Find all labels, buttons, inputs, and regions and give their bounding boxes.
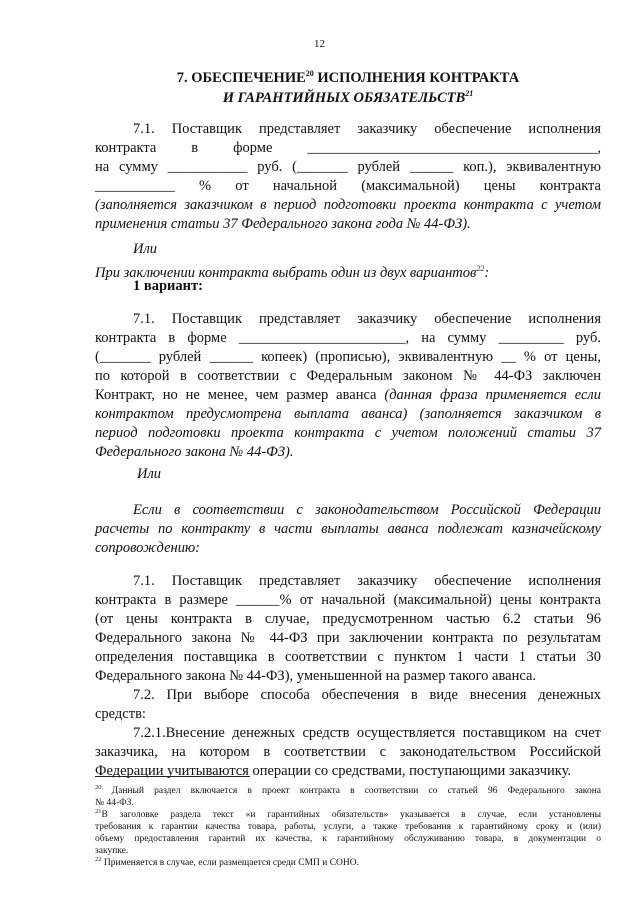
variant-1-label: 1 вариант: <box>133 278 203 294</box>
footnote-ref-22[interactable]: 22 <box>476 264 485 273</box>
clause-7-2: 7.2. При выборе способа обеспечения в виде внесения денежных средств: <box>95 687 601 722</box>
or-separator-1: Или <box>133 241 158 257</box>
footnote-20: $^{20}$ Данный раздел включается в проект контракта в соответствии со статьей 96 Федерального закона № 44-ФЗ. <box>95 784 601 809</box>
treasury-support-note: Если в соответствии с законодательством Российской Федерации расчеты по контракту в части выплаты аванса подлежат казначейскому сопровождению: <box>95 502 601 556</box>
clause-7-1-general: 7.1. Поставщик представляет заказчику обеспечение исполнения контракта в форме ________________________________________, на сумму ___________ руб. (_______ рублей ______ коп.), эквивалентную ___________ % от начальной (максимальной) цены контракта (заполняется заказчиком в период подготовки проекта контракта с учетом применения статьи 37 Федерального закона года № 44-ФЗ). <box>95 121 601 232</box>
footnote-separator <box>95 776 250 777</box>
or-separator-2: Или <box>137 466 162 482</box>
footnote-ref-20[interactable]: 20 <box>305 69 314 78</box>
footnote-ref-21[interactable]: 21 <box>465 89 474 98</box>
clause-7-1-variant-1: 7.1. Поставщик представляет заказчику обеспечение исполнения контракта в форме _______________________, на сумму _________ руб. (_______ рублей ______ копеек) (прописью), эквивалентную __ % от цены, по которой в соответствии с Федеральным законом № 44-ФЗ заключен Контракт, но не менее, чем размер аванса (данная фраза применяется если контрактом предусмотрена выплата аванса) (заполняется заказчиком в период подготовки проекта контракта с учетом положений статьи 37 Федерального закона № 44-ФЗ). <box>95 311 602 460</box>
page-number: 12 <box>314 38 325 50</box>
footnote-22: $^{22}$ Применяется в случае, если размещается среди СМП и СОНО. <box>95 856 360 869</box>
footnote-21: $^{21}$В заголовке раздела текст «и гарантийных обязательств» указывается в случае, если установлены требования к гарантии качества товара, работы, услуги, а также требования к гарантийному сроку и (или) объему предоставления гарантий их качества, к гарантийному обслуживанию товара, в документации о закупке. <box>95 808 601 857</box>
clause-7-2-1: 7.2.1.Внесение денежных средств осуществляется поставщиком на счет заказчика, на котором в соответствии с законодательством Российской Федерации учитываются операции со средствами, поступающими заказчику. <box>95 725 601 779</box>
clause-7-1-treasury: 7.1. Поставщик представляет заказчику обеспечение исполнения контракта в размере ______% от начальной (максимальной) цены контракта (от цены контракта в случае, предусмотренном частью 6.2 статьи 96 Федерального закона № 44-ФЗ при заключении контракта по результатам определения поставщика в соответствии с пунктом 1 части 1 статьи 30 Федерального закона № 44-ФЗ), уменьшенной на размер такого аванса. <box>95 573 601 684</box>
section-heading-line2: И ГАРАНТИЙНЫХ ОБЯЗАТЕЛЬСТВ$^{21}$ <box>222 89 474 106</box>
section-heading-line1: 7. ОБЕСПЕЧЕНИЕ$^{20}$ ИСПОЛНЕНИЯ КОНТРАКТА <box>176 69 520 86</box>
choose-variant-note: При заключении контракта выбрать один из двух вариантов$^{22}$: <box>95 264 490 281</box>
